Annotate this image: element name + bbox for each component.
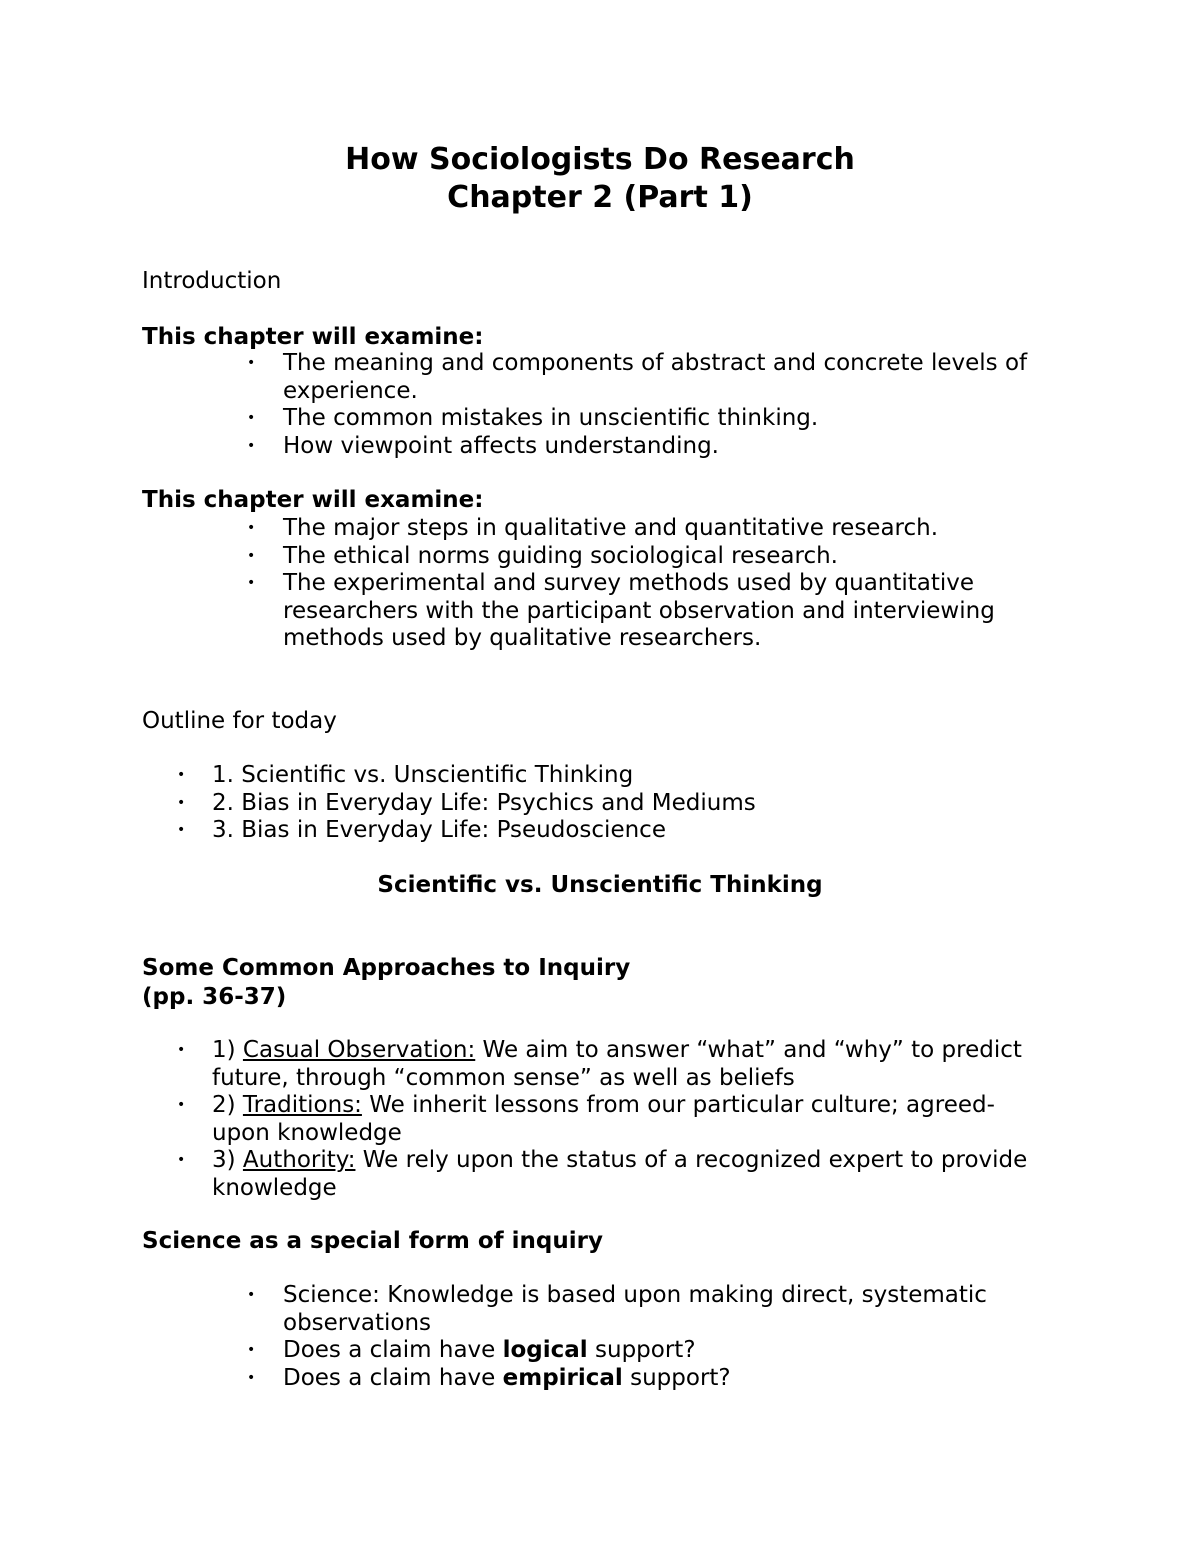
list-item: [177, 789, 1072, 818]
item-text: Does a claim have: [283, 1364, 503, 1391]
section-2-heading: This chapter will examine:: [142, 487, 484, 513]
section-2-list: [247, 515, 1083, 653]
outline-item: 2. Bias in Everyday Life: Psychics and Mediums: [212, 789, 756, 816]
list-item: [177, 1037, 1072, 1092]
list-item-line: [212, 1092, 1072, 1120]
emphasis-empirical: empirical: [502, 1364, 623, 1391]
bullet-icon: •: [247, 520, 256, 536]
list-item: [247, 515, 1083, 543]
list-item-line: The meaning and components of abstract and concrete levels of: [283, 350, 1028, 376]
section-1-list: [247, 350, 1083, 460]
list-item-line: The experimental and survey methods used by quantitative: [283, 570, 975, 596]
bullet-icon: •: [177, 767, 186, 783]
outline-list: [177, 762, 1072, 845]
item-text: support?: [622, 1364, 731, 1391]
bullet-icon: •: [177, 822, 186, 838]
science-list: [247, 1282, 1083, 1392]
item-text: We inherit lessons from our particular culture; agreed-: [361, 1092, 995, 1118]
list-item: [247, 432, 1083, 461]
bullet-icon: •: [247, 410, 256, 426]
bullet-icon: •: [247, 1342, 256, 1358]
list-item-line: knowledge: [212, 1174, 337, 1201]
list-item-line: [212, 1037, 1072, 1065]
item-number: 2): [212, 1092, 243, 1118]
scientific-heading: Scientific vs. Unscientific Thinking: [377, 872, 823, 898]
section-1-heading: This chapter will examine:: [142, 324, 484, 350]
bullet-icon: •: [247, 437, 256, 454]
list-item-line: researchers with the participant observation and interviewing: [283, 597, 995, 624]
list-item-line: Science: Knowledge is based upon making direct, systematic: [283, 1282, 987, 1308]
list-item: [247, 1282, 1083, 1337]
list-item: [177, 762, 1072, 790]
list-item-line: [283, 1337, 1083, 1365]
bullet-icon: •: [177, 794, 186, 811]
introduction-label: Introduction: [142, 268, 282, 294]
list-item-line: observations: [283, 1309, 432, 1336]
outline-label: Outline for today: [142, 708, 337, 734]
item-number: 3): [212, 1147, 243, 1173]
approaches-heading: [142, 954, 630, 1012]
list-item: [247, 350, 1083, 405]
title-line-2: Chapter 2 (Part 1): [447, 180, 753, 215]
list-item-line: The major steps in qualitative and quantitative research.: [283, 515, 939, 541]
outline-item: 1. Scientific vs. Unscientific Thinking: [212, 762, 634, 788]
list-item-line: upon knowledge: [212, 1119, 402, 1146]
bullet-icon: •: [177, 1097, 186, 1113]
title-line-1: How Sociologists Do Research: [345, 142, 855, 177]
list-item: [247, 1337, 1083, 1365]
approaches-list: [177, 1037, 1072, 1202]
item-term: Authority:: [242, 1147, 356, 1173]
list-item: [177, 817, 1072, 845]
item-term: Traditions:: [242, 1092, 362, 1118]
item-text: support?: [587, 1337, 696, 1363]
list-item: [177, 1147, 1072, 1202]
bullet-icon: •: [247, 355, 256, 371]
bullet-icon: •: [177, 1152, 186, 1168]
item-number: 1): [212, 1037, 243, 1063]
list-item: [247, 405, 1083, 433]
bullet-icon: •: [177, 1042, 186, 1058]
list-item-line: experience.: [283, 377, 418, 404]
list-item-line: [283, 1365, 1083, 1393]
item-text: We aim to answer “what” and “why” to predict: [475, 1037, 1022, 1063]
approaches-heading-line-2: (pp. 36-37): [142, 984, 287, 1010]
list-item-line: How viewpoint affects understanding.: [283, 432, 719, 459]
list-item: [177, 1092, 1072, 1147]
outline-item: 3. Bias in Everyday Life: Pseudoscience: [212, 817, 666, 843]
bullet-icon: •: [247, 575, 256, 591]
list-item: [247, 1364, 1083, 1393]
list-item: [247, 542, 1083, 571]
list-item: [247, 570, 1083, 653]
approaches-heading-line-1: Some Common Approaches to Inquiry: [142, 955, 631, 981]
item-text: We rely upon the status of a recognized expert to provide: [355, 1147, 1028, 1173]
list-item-line: The ethical norms guiding sociological research.: [283, 542, 838, 569]
list-item-line: The common mistakes in unscientific thinking.: [283, 405, 819, 431]
bullet-icon: •: [247, 547, 256, 564]
document-title: [0, 141, 1200, 217]
science-heading: Science as a special form of inquiry: [142, 1228, 603, 1254]
bullet-icon: •: [247, 1369, 256, 1386]
bullet-icon: •: [247, 1287, 256, 1303]
list-item-line: methods used by qualitative researchers.: [283, 625, 762, 651]
item-text: Does a claim have: [283, 1337, 503, 1363]
list-item-line: [212, 1147, 1072, 1175]
list-item-line: future, through “common sense” as well as beliefs: [212, 1064, 795, 1091]
item-term: Casual Observation:: [242, 1037, 476, 1063]
emphasis-logical: logical: [502, 1337, 588, 1363]
